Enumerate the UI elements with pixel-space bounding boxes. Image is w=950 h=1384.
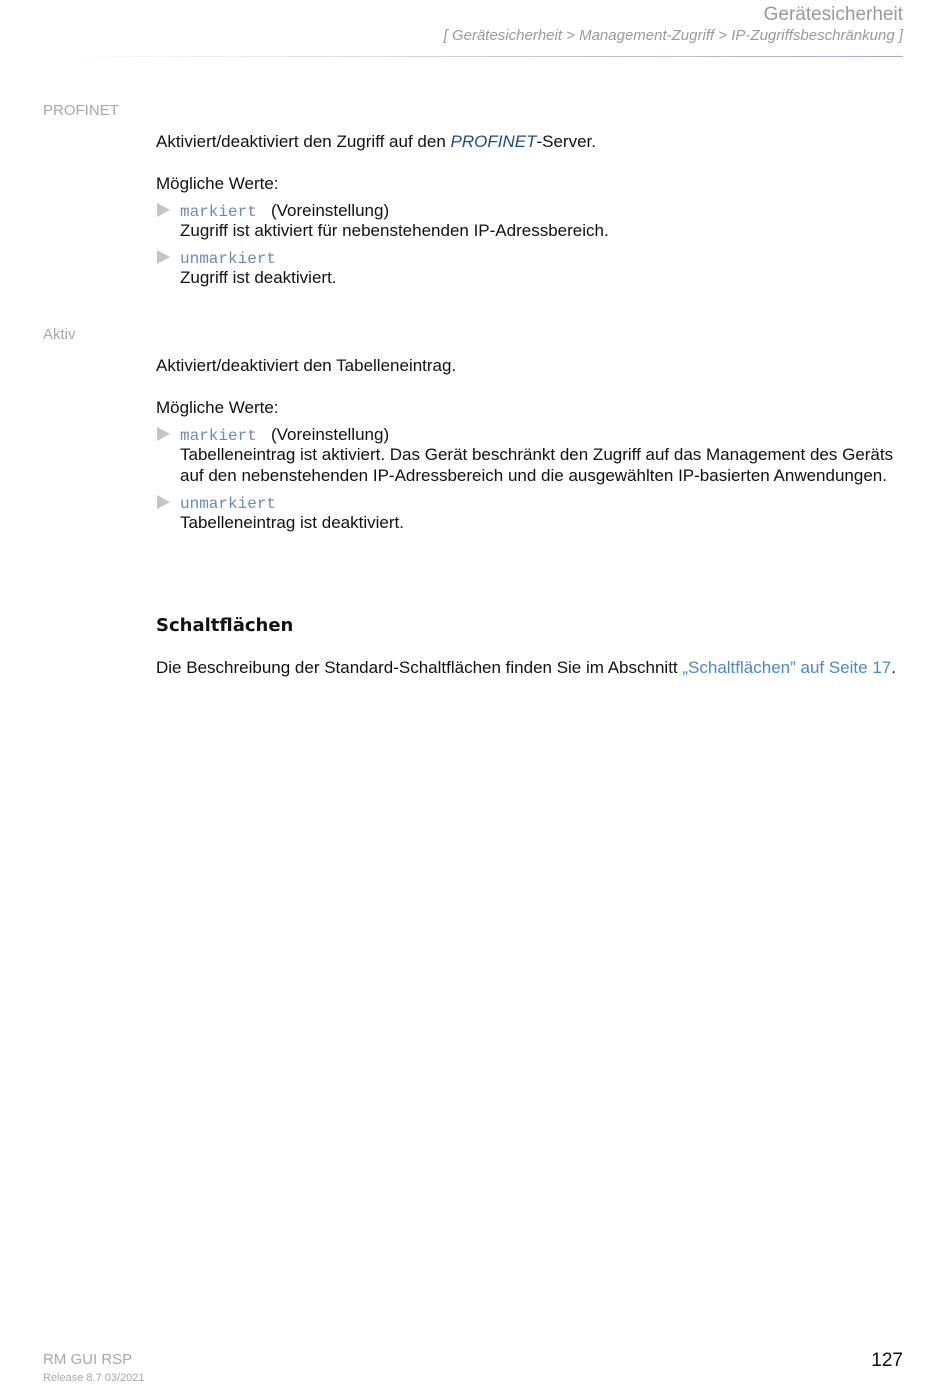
page-number: 127 [871, 1350, 903, 1371]
param-label-profinet: PROFINET [43, 102, 119, 119]
section-heading: Schaltflächen [156, 615, 294, 636]
option-description: Zugriff ist aktiviert für nebenstehenden IP-Adressbereich. [180, 221, 609, 240]
profinet-term: PROFINET [450, 132, 537, 151]
option-description: Zugriff ist deaktiviert. [180, 268, 337, 287]
buttons-description [156, 658, 896, 678]
default-note: (Voreinstellung) [270, 425, 390, 444]
values-heading: Mögliche Werte: [156, 398, 279, 417]
footer-doc-title: RM GUI RSP [43, 1351, 133, 1368]
page-reference-link[interactable]: „Schaltflächen” auf Seite 17 [682, 658, 892, 677]
header-divider [60, 56, 903, 57]
description-text-end: -Server. [536, 132, 596, 151]
footer-release: Release 8.7 03/2021 [43, 1372, 145, 1384]
triangle-bullet-icon [157, 203, 170, 217]
param-description-profinet [156, 132, 596, 152]
param-label-aktiv: Aktiv [43, 326, 76, 343]
triangle-bullet-icon [157, 495, 170, 509]
value-code: markiert [180, 427, 257, 445]
breadcrumb: [ Gerätesicherheit > Management-Zugriff > IP-Zugriffsbeschränkung ] [443, 27, 903, 44]
value-code: unmarkiert [180, 495, 277, 513]
triangle-bullet-icon [157, 250, 170, 264]
value-code: unmarkiert [180, 250, 277, 268]
option-description: Tabelleneintrag ist deaktiviert. [180, 513, 404, 532]
page-header-title: Gerätesicherheit [763, 4, 903, 25]
option-description: Tabelleneintrag ist aktiviert. Das Gerät beschränkt den Zugriff auf das Management des Geräts [180, 445, 894, 464]
values-heading: Mögliche Werte: [156, 174, 279, 193]
description-text: Aktiviert/deaktiviert den Zugriff auf den [156, 132, 451, 151]
description-text: Die Beschreibung der Standard-Schaltflächen finden Sie im Abschnitt [156, 658, 683, 677]
param-description-aktiv: Aktiviert/deaktiviert den Tabelleneintrag. [156, 356, 457, 375]
description-text-end: . [891, 658, 896, 677]
triangle-bullet-icon [157, 427, 170, 441]
default-note: (Voreinstellung) [270, 201, 390, 220]
option-description: auf den nebenstehenden IP-Adressbereich und die ausgewählten IP-basierten Anwendungen. [180, 466, 887, 485]
value-code: markiert [180, 203, 257, 221]
